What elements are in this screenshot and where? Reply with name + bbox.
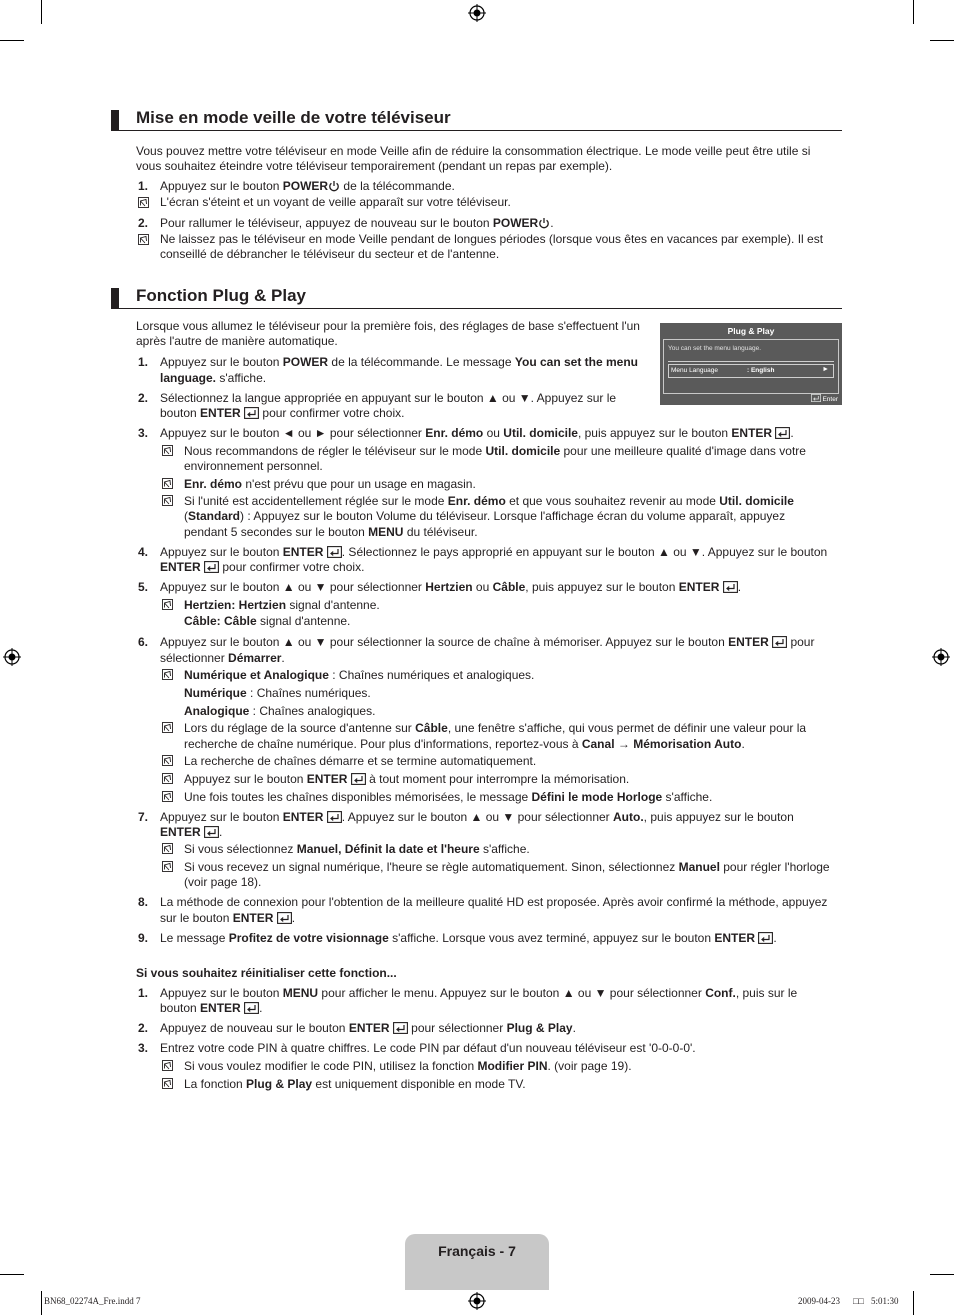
note-text: Analogique : Chaînes analogiques. bbox=[184, 704, 376, 718]
note-text: (voir page 18). bbox=[184, 875, 262, 889]
enter-icon bbox=[723, 581, 738, 593]
step-text: Appuyez de nouveau sur le bouton ENTER pour sélectionner Plug & Play. bbox=[160, 1021, 576, 1035]
step-text: Appuyez sur le bouton POWER de la télécommande. bbox=[160, 179, 455, 193]
note-icon bbox=[162, 445, 173, 456]
page-number: Français - 7 bbox=[438, 1243, 516, 1259]
note-icon bbox=[162, 478, 173, 489]
enter-icon bbox=[758, 932, 773, 944]
note-text: Ne laissez pas le téléviseur en mode Veille pendant de longues périodes (lorsque vous êtes en vacances par exemple). Il est bbox=[160, 232, 824, 246]
note-text: (Standard) : Appuyez sur le bouton Volume du téléviseur. Lorsque l'affichage écran du volume apparaît, appuyez bbox=[184, 509, 786, 523]
step-number: 4. bbox=[138, 545, 149, 559]
section-title: Fonction Plug & Play bbox=[136, 286, 307, 305]
page-number-tab bbox=[405, 1234, 549, 1290]
step-text: Pour rallumer le téléviseur, appuyez de nouveau sur le bouton POWER . bbox=[160, 216, 554, 230]
step-text: Le message Profitez de votre visionnage s'affiche. Lorsque vous avez terminé, appuyez sur le bouton ENTER . bbox=[160, 931, 777, 945]
crop-mark bbox=[41, 0, 42, 24]
section-bar bbox=[111, 288, 119, 308]
note-text: recherche de chaîne numérique. Pour plus d'informations, reportez-vous à Canal → Mémorisation Auto. bbox=[184, 737, 745, 751]
power-icon bbox=[538, 217, 550, 229]
crop-mark bbox=[0, 1274, 24, 1275]
enter-icon bbox=[393, 1022, 408, 1034]
note-text: La recherche de chaînes démarre et se termine automatiquement. bbox=[184, 754, 537, 768]
step-text: sur le bouton ENTER . bbox=[160, 911, 296, 925]
menu-language-label: Menu Language bbox=[671, 367, 718, 374]
note-text: Câble: Câble signal d'antenne. bbox=[184, 614, 351, 628]
step-text: bouton ENTER pour confirmer votre choix. bbox=[160, 406, 405, 420]
section-header-veille bbox=[111, 110, 842, 131]
note-icon bbox=[162, 843, 173, 854]
crop-mark bbox=[930, 1274, 954, 1275]
step-text: bouton ENTER . bbox=[160, 1001, 263, 1015]
note-text: Si vous voulez modifier le code PIN, utilisez la fonction Modifier PIN. (voir page 19). bbox=[184, 1059, 632, 1073]
note-icon bbox=[162, 599, 173, 610]
step-text: Appuyez sur le bouton ENTER . Appuyez sur le bouton ▲ ou ▼ pour sélectionner Auto., puis appuyez sur le bouton bbox=[160, 810, 794, 824]
note-text: Si l'unité est accidentellement réglée sur le mode Enr. démo et que vous souhaitez revenir au mode Util. domicile bbox=[184, 494, 794, 508]
crop-mark bbox=[41, 1291, 42, 1315]
step-number: 5. bbox=[138, 580, 149, 594]
note-icon bbox=[162, 495, 173, 506]
note-icon bbox=[162, 1078, 173, 1089]
note-text: environnement personnel. bbox=[184, 459, 323, 473]
note-icon bbox=[162, 1060, 173, 1071]
imprint-date: 2009-04-23 bbox=[798, 1296, 840, 1306]
step-number: 1. bbox=[138, 986, 149, 1000]
note-text: Lors du réglage de la source d'antenne sur Câble, une fenêtre s'affiche, qui vous permet de définir une valeur pour la bbox=[184, 721, 807, 735]
section-bar bbox=[111, 110, 119, 130]
step-number: 3. bbox=[138, 426, 149, 440]
step-text: La méthode de connexion pour l'obtention de la meilleure qualité HD est proposée. Après avoir confirmé la méthode, appuyez bbox=[160, 895, 828, 909]
step-text: Appuyez sur le bouton POWER de la télécommande. Le message You can set the menu bbox=[160, 355, 639, 369]
note-text: Enr. démo n'est prévu que pour un usage en magasin. bbox=[184, 477, 476, 491]
arrow-right-icon: ► bbox=[822, 366, 829, 373]
paragraph: Lorsque vous allumez le téléviseur pour la première fois, des réglages de base s'effectuent l'un bbox=[136, 319, 640, 333]
step-number: 9. bbox=[138, 931, 149, 945]
step-number: 1. bbox=[138, 179, 149, 193]
imprint-time: 5:01:30 bbox=[871, 1296, 899, 1306]
enter-icon bbox=[204, 561, 219, 573]
paragraph: vous souhaitez éteindre votre téléviseur temporairement (pendant un repas par exemple). bbox=[136, 159, 613, 173]
tv-screen-illustration bbox=[660, 323, 842, 405]
step-text: sélectionner Démarrer. bbox=[160, 651, 285, 665]
enter-icon bbox=[277, 912, 292, 924]
enter-icon bbox=[327, 811, 342, 823]
step-text: ENTER pour confirmer votre choix. bbox=[160, 560, 365, 574]
step-number: 2. bbox=[138, 391, 149, 405]
step-number: 2. bbox=[138, 216, 149, 230]
crop-mark bbox=[0, 40, 24, 41]
enter-icon bbox=[244, 407, 259, 419]
step-text: language. s'affiche. bbox=[160, 371, 267, 385]
enter-icon bbox=[772, 636, 787, 648]
step-text: Appuyez sur le bouton ENTER . Sélectionnez le pays approprié en appuyant sur le bouton ▲ ou ▼. Appuyez sur le bouton bbox=[160, 545, 828, 559]
note-text: Nous recommandons de régler le téléviseur sur le mode Util. domicile pour une meilleure qualité d'image dans votre bbox=[184, 444, 806, 458]
step-text: Appuyez sur le bouton ◄ ou ► pour sélectionner Enr. démo ou Util. domicile, puis appuyez sur le bouton ENTER . bbox=[160, 426, 794, 440]
note-text: Numérique et Analogique : Chaînes numériques et analogiques. bbox=[184, 668, 535, 682]
reset-heading: Si vous souhaitez réinitialiser cette fonction... bbox=[136, 966, 397, 980]
step-number: 1. bbox=[138, 355, 149, 369]
imprint-boxes: □□ bbox=[853, 1296, 864, 1306]
step-text: ENTER . bbox=[160, 825, 223, 839]
step-number: 7. bbox=[138, 810, 149, 824]
crop-mark bbox=[930, 40, 954, 41]
enter-icon bbox=[244, 1002, 259, 1014]
step-number: 6. bbox=[138, 635, 149, 649]
note-text: Si vous recevez un signal numérique, l'heure se règle automatiquement. Sinon, sélectionnez Manuel pour régler l'horloge bbox=[184, 860, 830, 874]
step-text: Appuyez sur le bouton ▲ ou ▼ pour sélectionner Hertzien ou Câble, puis appuyez sur le bouton ENTER . bbox=[160, 580, 742, 594]
step-text: Appuyez sur le bouton ▲ ou ▼ pour sélectionner la source de chaîne à mémoriser. Appuyez sur le bouton ENTER pour bbox=[160, 635, 815, 649]
registration-mark-icon bbox=[3, 648, 21, 666]
menu-language-value: : English bbox=[747, 367, 775, 374]
tv-screen-message: You can set the menu language. bbox=[668, 345, 761, 352]
step-number: 2. bbox=[138, 1021, 149, 1035]
note-icon bbox=[138, 197, 149, 208]
power-icon bbox=[328, 180, 340, 192]
registration-mark-icon bbox=[468, 1292, 486, 1310]
note-text: Numérique : Chaînes numériques. bbox=[184, 686, 371, 700]
note-icon bbox=[162, 773, 173, 784]
note-icon bbox=[162, 791, 173, 802]
note-text: Appuyez sur le bouton ENTER à tout moment pour interrompre la mémorisation. bbox=[184, 772, 630, 786]
note-icon bbox=[162, 722, 173, 733]
registration-mark-icon bbox=[468, 4, 486, 22]
note-text: La fonction Plug & Play est uniquement disponible en mode TV. bbox=[184, 1077, 526, 1091]
crop-mark bbox=[913, 0, 914, 24]
enter-icon bbox=[327, 546, 342, 558]
crop-mark bbox=[913, 1291, 914, 1315]
tv-screen-panel bbox=[663, 339, 839, 394]
step-text: Appuyez sur le bouton MENU pour afficher le menu. Appuyez sur le bouton ▲ ou ▼ pour sélectionner Conf., puis sur le bbox=[160, 986, 798, 1000]
section-title: Mise en mode veille de votre téléviseur bbox=[136, 108, 451, 127]
note-icon bbox=[162, 669, 173, 680]
step-number: 3. bbox=[138, 1041, 149, 1055]
note-icon bbox=[162, 861, 173, 872]
note-text: L'écran s'éteint et un voyant de veille apparaît sur votre téléviseur. bbox=[160, 195, 511, 209]
menu-language-row[interactable] bbox=[668, 364, 834, 378]
divider bbox=[668, 361, 834, 362]
enter-icon bbox=[775, 427, 790, 439]
enter-icon bbox=[811, 394, 821, 402]
paragraph: Vous pouvez mettre votre téléviseur en mode Veille afin de réduire la consommation électrique. Le mode veille peut être utile si bbox=[136, 144, 811, 158]
registration-mark-icon bbox=[932, 648, 950, 666]
note-icon bbox=[138, 234, 149, 245]
note-text: Si vous sélectionnez Manuel, Définit la date et l'heure s'affiche. bbox=[184, 842, 530, 856]
tv-screen-title: Plug & Play bbox=[727, 326, 775, 336]
note-icon bbox=[162, 755, 173, 766]
note-text: conseillé de débrancher le téléviseur du secteur et de l'antenne. bbox=[160, 247, 500, 261]
enter-icon bbox=[204, 826, 219, 838]
note-text: Hertzien: Hertzien signal d'antenne. bbox=[184, 598, 380, 612]
step-text: Entrez votre code PIN à quatre chiffres. Le code PIN par défaut d'un nouveau téléviseur est '0-0-0-0'. bbox=[160, 1041, 696, 1055]
note-text: pendant 5 secondes sur le bouton MENU du téléviseur. bbox=[184, 525, 478, 539]
imprint-file: BN68_02274A_Fre.indd 7 bbox=[44, 1296, 141, 1306]
note-text: Une fois toutes les chaînes disponibles mémorisées, le message Défini le mode Horloge s'affiche. bbox=[184, 790, 713, 804]
enter-icon bbox=[351, 773, 366, 785]
section-header-plug-play bbox=[111, 288, 842, 309]
step-text: Sélectionnez la langue appropriée en appuyant sur le bouton ▲ ou ▼. Appuyez sur le bbox=[160, 391, 617, 405]
paragraph: après l'autre de manière automatique. bbox=[136, 334, 338, 348]
step-number: 8. bbox=[138, 895, 149, 909]
tv-enter-hint: Enter bbox=[811, 394, 838, 403]
